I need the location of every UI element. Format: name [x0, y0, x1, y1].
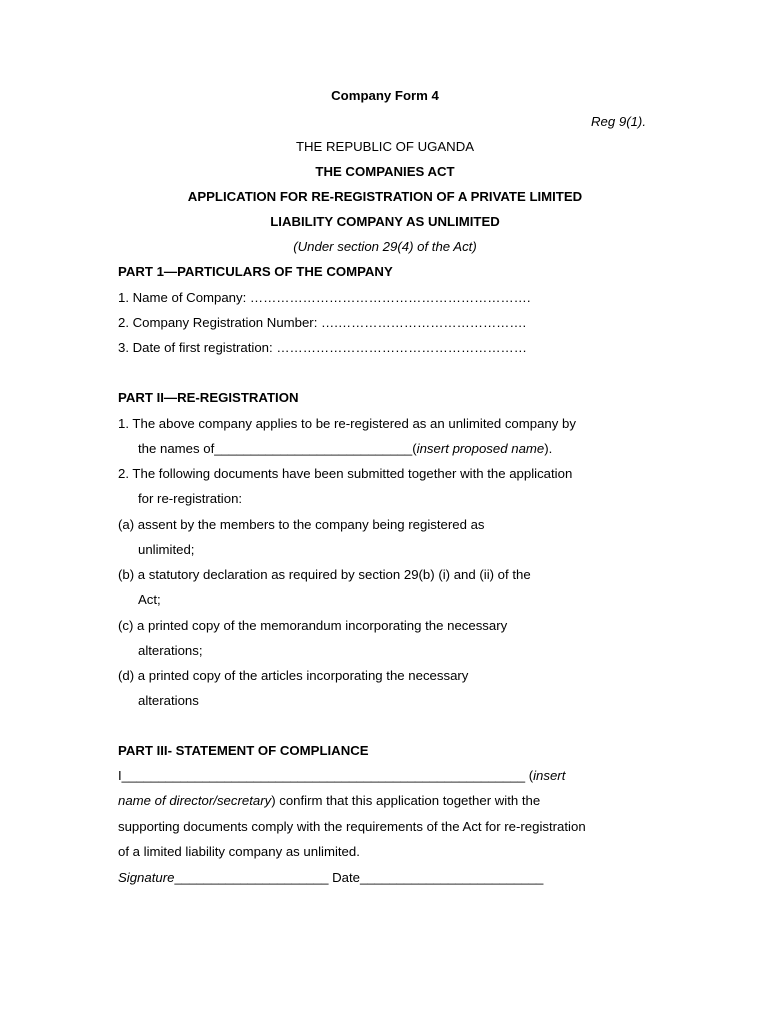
document-d-line1: (d) a printed copy of the articles incorporating the necessary — [118, 668, 469, 683]
part2-item1-line1: 1. The above company applies to be re-registered as an unlimited company by — [118, 416, 576, 431]
date-blank: _________________________ — [360, 870, 544, 885]
document-d-line2: alterations — [138, 693, 199, 708]
company-name-field: 1. Name of Company: ………………………………………………………. — [118, 290, 531, 305]
signature-date-line — [118, 870, 543, 886]
director-name-hint-end: name of director/secretary — [118, 793, 272, 808]
document-c-line2: alterations; — [138, 643, 203, 658]
document-b-line1: (b) a statutory declaration as required by section 29(b) (i) and (ii) of the — [118, 567, 531, 582]
compliance-statement-start: ) confirm that this application together with the — [271, 793, 541, 808]
first-registration-date-field: 3. Date of first registration: ………………………………………………… — [118, 340, 527, 355]
part2-item1-line2 — [138, 441, 552, 457]
application-title-line-1: APPLICATION FOR RE-REGISTRATION OF A PRIVATE LIMITED — [187, 189, 583, 204]
country-heading: THE REPUBLIC OF UGANDA — [295, 139, 475, 154]
compliance-line1 — [118, 768, 565, 784]
signature-blank: _____________________ — [174, 870, 329, 885]
document-a-line1: (a) assent by the members to the company being registered as — [118, 517, 485, 532]
part1-heading: PART 1—PARTICULARS OF THE COMPANY — [118, 264, 393, 279]
director-name-hint-start: insert — [533, 768, 566, 783]
act-heading: THE COMPANIES ACT — [315, 164, 455, 179]
date-label: Date — [328, 870, 361, 885]
document-a-line2: unlimited; — [138, 542, 195, 557]
part2-item2-line1: 2. The following documents have been submitted together with the application — [118, 466, 573, 481]
proposed-name-hint: insert proposed name — [416, 441, 545, 456]
regulation-reference: Reg 9(1). — [591, 114, 646, 129]
signature-label: Signature — [118, 870, 175, 885]
part3-heading: PART III- STATEMENT OF COMPLIANCE — [118, 743, 369, 758]
proposed-name-blank: the names of___________________________( — [138, 441, 417, 456]
compliance-line3: supporting documents comply with the requirements of the Act for re-registration — [118, 819, 586, 834]
form-title: Company Form 4 — [331, 88, 439, 103]
part2-heading: PART II—RE-REGISTRATION — [118, 390, 299, 405]
registration-number-field: 2. Company Registration Number: ….……………………………………. — [118, 315, 527, 330]
application-title-line-2: LIABILITY COMPANY AS UNLIMITED — [270, 214, 500, 229]
compliance-line2 — [118, 793, 540, 809]
document-c-line1: (c) a printed copy of the memorandum incorporating the necessary — [118, 618, 508, 633]
document-b-line2: Act; — [138, 592, 161, 607]
director-name-blank: I_______________________________________________________ ( — [118, 768, 534, 783]
part2-item2-line2: for re-registration: — [138, 491, 243, 506]
compliance-line4: of a limited liability company as unlimited. — [118, 844, 360, 859]
section-note: (Under section 29(4) of the Act) — [293, 239, 477, 254]
proposed-name-suffix: ). — [544, 441, 553, 456]
